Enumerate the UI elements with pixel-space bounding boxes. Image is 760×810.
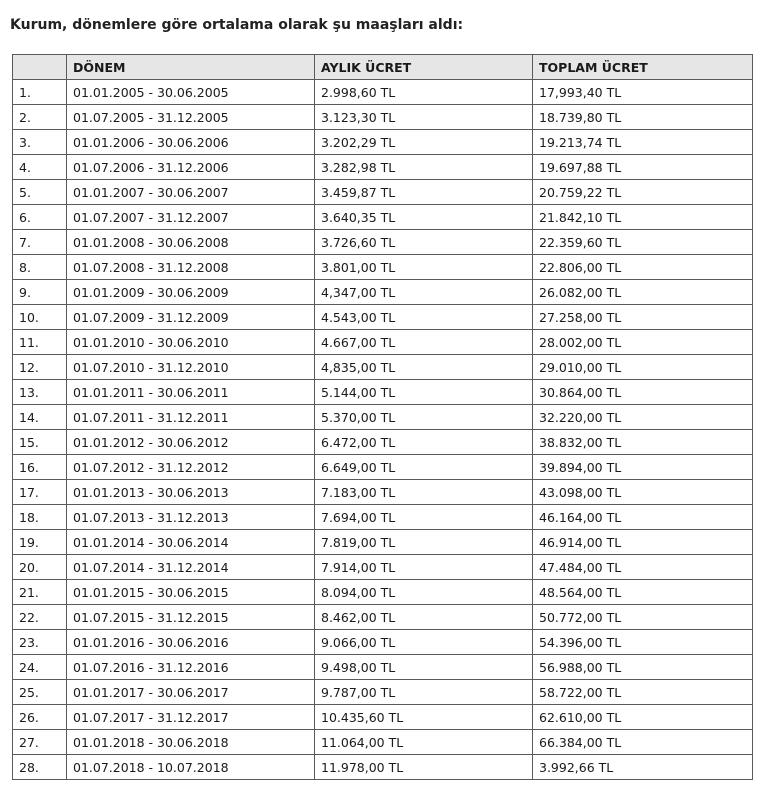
- row-index: 14.: [13, 405, 67, 430]
- row-index: 26.: [13, 705, 67, 730]
- period-cell: 01.01.2011 - 30.06.2011: [67, 380, 315, 405]
- row-index: 19.: [13, 530, 67, 555]
- table-body: [13, 80, 753, 780]
- period-cell: 01.01.2015 - 30.06.2015: [67, 580, 315, 605]
- row-index: 1.: [13, 80, 67, 105]
- header-monthly-wage: AYLIK ÜCRET: [315, 55, 533, 80]
- row-index: 10.: [13, 305, 67, 330]
- total-wage-cell: 22.359,60 TL: [533, 230, 753, 255]
- row-index: 13.: [13, 380, 67, 405]
- row-index: 15.: [13, 430, 67, 455]
- table-row: [13, 380, 753, 405]
- total-wage-cell: 32.220,00 TL: [533, 405, 753, 430]
- monthly-wage-cell: 4,347,00 TL: [315, 280, 533, 305]
- total-wage-cell: 48.564,00 TL: [533, 580, 753, 605]
- period-cell: 01.01.2012 - 30.06.2012: [67, 430, 315, 455]
- row-index: 9.: [13, 280, 67, 305]
- monthly-wage-cell: 7.819,00 TL: [315, 530, 533, 555]
- total-wage-cell: 30.864,00 TL: [533, 380, 753, 405]
- table-row: [13, 155, 753, 180]
- monthly-wage-cell: 11.978,00 TL: [315, 755, 533, 780]
- total-wage-cell: 47.484,00 TL: [533, 555, 753, 580]
- total-wage-cell: 46.164,00 TL: [533, 505, 753, 530]
- monthly-wage-cell: 4,835,00 TL: [315, 355, 533, 380]
- monthly-wage-cell: 2.998,60 TL: [315, 80, 533, 105]
- table-row: [13, 655, 753, 680]
- table-row: [13, 755, 753, 780]
- period-cell: 01.07.2012 - 31.12.2012: [67, 455, 315, 480]
- row-index: 24.: [13, 655, 67, 680]
- header-index: [13, 55, 67, 80]
- row-index: 2.: [13, 105, 67, 130]
- table-row: [13, 580, 753, 605]
- row-index: 4.: [13, 155, 67, 180]
- row-index: 12.: [13, 355, 67, 380]
- period-cell: 01.07.2006 - 31.12.2006: [67, 155, 315, 180]
- period-cell: 01.01.2005 - 30.06.2005: [67, 80, 315, 105]
- row-index: 22.: [13, 605, 67, 630]
- table-row: [13, 530, 753, 555]
- table-row: [13, 180, 753, 205]
- row-index: 3.: [13, 130, 67, 155]
- total-wage-cell: 54.396,00 TL: [533, 630, 753, 655]
- monthly-wage-cell: 3.202,29 TL: [315, 130, 533, 155]
- monthly-wage-cell: 7.694,00 TL: [315, 505, 533, 530]
- period-cell: 01.01.2016 - 30.06.2016: [67, 630, 315, 655]
- period-cell: 01.07.2013 - 31.12.2013: [67, 505, 315, 530]
- period-cell: 01.01.2018 - 30.06.2018: [67, 730, 315, 755]
- row-index: 7.: [13, 230, 67, 255]
- total-wage-cell: 18.739,80 TL: [533, 105, 753, 130]
- row-index: 28.: [13, 755, 67, 780]
- row-index: 20.: [13, 555, 67, 580]
- monthly-wage-cell: 10.435,60 TL: [315, 705, 533, 730]
- row-index: 5.: [13, 180, 67, 205]
- total-wage-cell: 3.992,66 TL: [533, 755, 753, 780]
- table-row: [13, 605, 753, 630]
- total-wage-cell: 22.806,00 TL: [533, 255, 753, 280]
- period-cell: 01.01.2007 - 30.06.2007: [67, 180, 315, 205]
- table-header-row: [13, 55, 753, 80]
- period-cell: 01.07.2010 - 31.12.2010: [67, 355, 315, 380]
- period-cell: 01.07.2014 - 31.12.2014: [67, 555, 315, 580]
- header-total-wage: TOPLAM ÜCRET: [533, 55, 753, 80]
- row-index: 17.: [13, 480, 67, 505]
- period-cell: 01.01.2013 - 30.06.2013: [67, 480, 315, 505]
- row-index: 6.: [13, 205, 67, 230]
- total-wage-cell: 50.772,00 TL: [533, 605, 753, 630]
- table-row: [13, 205, 753, 230]
- monthly-wage-cell: 3.801,00 TL: [315, 255, 533, 280]
- monthly-wage-cell: 3.459,87 TL: [315, 180, 533, 205]
- total-wage-cell: 38.832,00 TL: [533, 430, 753, 455]
- table-row: [13, 230, 753, 255]
- period-cell: 01.07.2018 - 10.07.2018: [67, 755, 315, 780]
- table-row: [13, 430, 753, 455]
- period-cell: 01.07.2016 - 31.12.2016: [67, 655, 315, 680]
- monthly-wage-cell: 3.123,30 TL: [315, 105, 533, 130]
- table-row: [13, 505, 753, 530]
- page-heading: Kurum, dönemlere göre ortalama olarak şu maaşları aldı:: [10, 17, 464, 33]
- monthly-wage-cell: 11.064,00 TL: [315, 730, 533, 755]
- total-wage-cell: 66.384,00 TL: [533, 730, 753, 755]
- table-row: [13, 455, 753, 480]
- table-row: [13, 330, 753, 355]
- total-wage-cell: 56.988,00 TL: [533, 655, 753, 680]
- period-cell: 01.07.2008 - 31.12.2008: [67, 255, 315, 280]
- row-index: 21.: [13, 580, 67, 605]
- table-row: [13, 480, 753, 505]
- total-wage-cell: 28.002,00 TL: [533, 330, 753, 355]
- total-wage-cell: 43.098,00 TL: [533, 480, 753, 505]
- row-index: 8.: [13, 255, 67, 280]
- monthly-wage-cell: 6.649,00 TL: [315, 455, 533, 480]
- table-row: [13, 705, 753, 730]
- total-wage-cell: 19.213,74 TL: [533, 130, 753, 155]
- period-cell: 01.07.2005 - 31.12.2005: [67, 105, 315, 130]
- monthly-wage-cell: 9.787,00 TL: [315, 680, 533, 705]
- monthly-wage-cell: 8.462,00 TL: [315, 605, 533, 630]
- table-row: [13, 255, 753, 280]
- monthly-wage-cell: 9.066,00 TL: [315, 630, 533, 655]
- table-row: [13, 105, 753, 130]
- total-wage-cell: 19.697,88 TL: [533, 155, 753, 180]
- salary-table: [12, 54, 753, 780]
- monthly-wage-cell: 4.543,00 TL: [315, 305, 533, 330]
- period-cell: 01.07.2017 - 31.12.2017: [67, 705, 315, 730]
- period-cell: 01.01.2010 - 30.06.2010: [67, 330, 315, 355]
- monthly-wage-cell: 8.094,00 TL: [315, 580, 533, 605]
- table-row: [13, 730, 753, 755]
- total-wage-cell: 17,993,40 TL: [533, 80, 753, 105]
- monthly-wage-cell: 7.183,00 TL: [315, 480, 533, 505]
- table-row: [13, 680, 753, 705]
- row-index: 25.: [13, 680, 67, 705]
- total-wage-cell: 62.610,00 TL: [533, 705, 753, 730]
- period-cell: 01.01.2014 - 30.06.2014: [67, 530, 315, 555]
- table-row: [13, 355, 753, 380]
- table-row: [13, 630, 753, 655]
- monthly-wage-cell: 5.144,00 TL: [315, 380, 533, 405]
- period-cell: 01.07.2011 - 31.12.2011: [67, 405, 315, 430]
- period-cell: 01.01.2017 - 30.06.2017: [67, 680, 315, 705]
- total-wage-cell: 46.914,00 TL: [533, 530, 753, 555]
- total-wage-cell: 21.842,10 TL: [533, 205, 753, 230]
- row-index: 18.: [13, 505, 67, 530]
- total-wage-cell: 20.759,22 TL: [533, 180, 753, 205]
- monthly-wage-cell: 9.498,00 TL: [315, 655, 533, 680]
- total-wage-cell: 26.082,00 TL: [533, 280, 753, 305]
- period-cell: 01.01.2008 - 30.06.2008: [67, 230, 315, 255]
- total-wage-cell: 39.894,00 TL: [533, 455, 753, 480]
- monthly-wage-cell: 5.370,00 TL: [315, 405, 533, 430]
- total-wage-cell: 29.010,00 TL: [533, 355, 753, 380]
- period-cell: 01.01.2006 - 30.06.2006: [67, 130, 315, 155]
- total-wage-cell: 27.258,00 TL: [533, 305, 753, 330]
- total-wage-cell: 58.722,00 TL: [533, 680, 753, 705]
- row-index: 27.: [13, 730, 67, 755]
- table-row: [13, 555, 753, 580]
- monthly-wage-cell: 3.282,98 TL: [315, 155, 533, 180]
- table-row: [13, 130, 753, 155]
- monthly-wage-cell: 3.726,60 TL: [315, 230, 533, 255]
- monthly-wage-cell: 3.640,35 TL: [315, 205, 533, 230]
- table-row: [13, 405, 753, 430]
- row-index: 16.: [13, 455, 67, 480]
- period-cell: 01.07.2015 - 31.12.2015: [67, 605, 315, 630]
- period-cell: 01.07.2009 - 31.12.2009: [67, 305, 315, 330]
- row-index: 11.: [13, 330, 67, 355]
- monthly-wage-cell: 4.667,00 TL: [315, 330, 533, 355]
- table-row: [13, 305, 753, 330]
- header-period: DÖNEM: [67, 55, 315, 80]
- monthly-wage-cell: 6.472,00 TL: [315, 430, 533, 455]
- row-index: 23.: [13, 630, 67, 655]
- period-cell: 01.01.2009 - 30.06.2009: [67, 280, 315, 305]
- monthly-wage-cell: 7.914,00 TL: [315, 555, 533, 580]
- period-cell: 01.07.2007 - 31.12.2007: [67, 205, 315, 230]
- table-row: [13, 80, 753, 105]
- table-row: [13, 280, 753, 305]
